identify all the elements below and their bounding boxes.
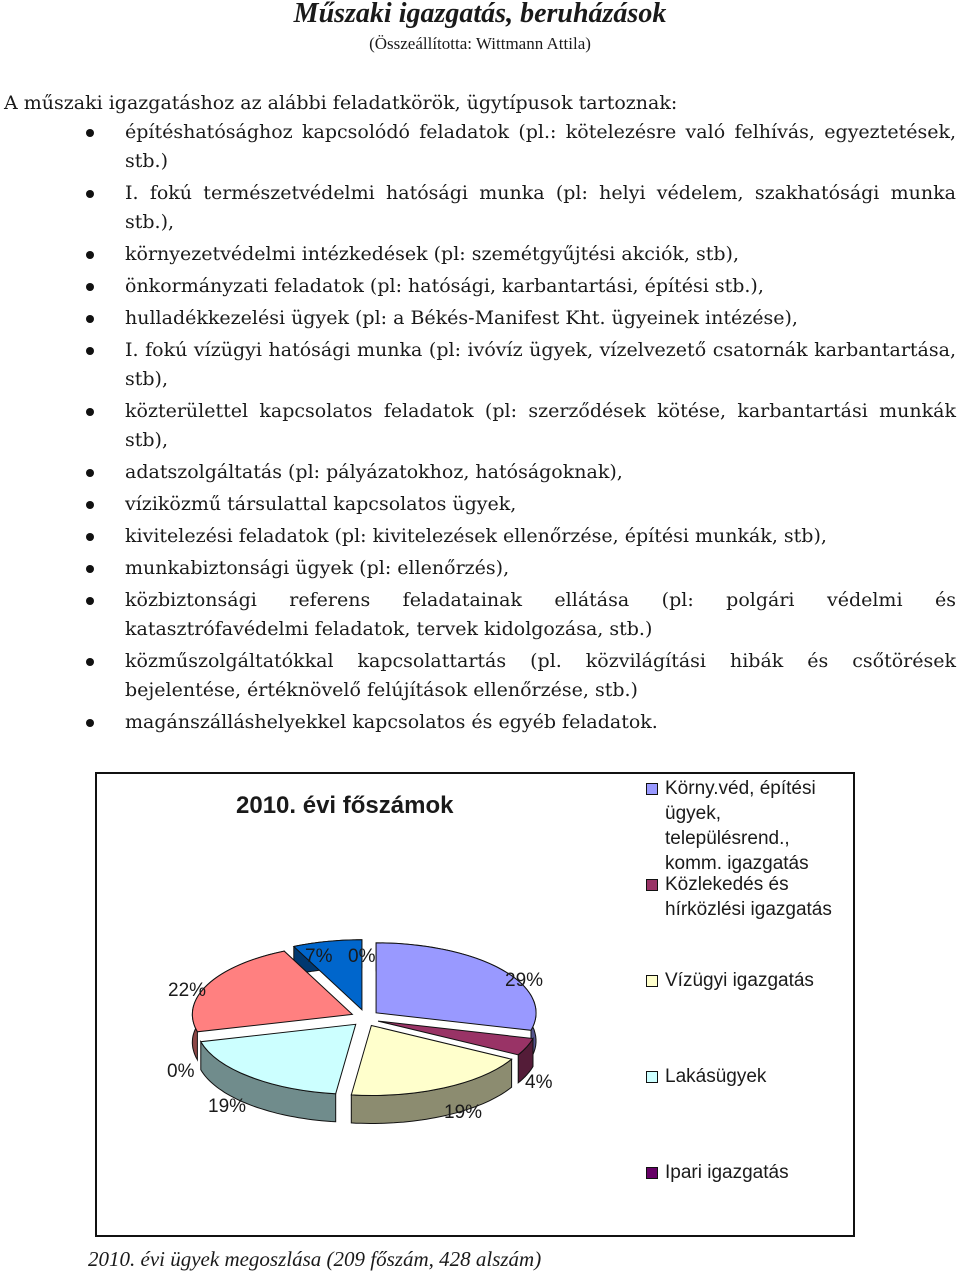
list-item-text: közterülettel kapcsolatos feladatok (pl: szerződések kötése, karbantartási munkák stb),	[125, 400, 956, 451]
legend-label: Közlekedés és hírközlési igazgatás	[665, 874, 832, 920]
legend-label: Ipari igazgatás	[665, 1162, 789, 1183]
chart-caption: 2010. évi ügyek megoszlása (209 főszám, 428 alszám)	[88, 1247, 542, 1271]
legend-swatch	[646, 975, 658, 987]
slice-label: 4%	[525, 1072, 553, 1093]
slice-label: 0%	[348, 946, 376, 967]
legend-label: Körny.véd, építési ügyek, településrend., komm. igazgatás	[665, 778, 816, 874]
chart-title: 2010. évi főszámok	[236, 792, 454, 819]
slice-label: 19%	[208, 1096, 247, 1117]
legend-item	[640, 1160, 840, 1185]
list-item-text: építéshatósághoz kapcsolódó feladatok (pl.: kötelezésre való felhívás, egyeztetések, stb.)	[125, 121, 956, 172]
page-title: Műszaki igazgatás, beruházások	[293, 0, 667, 29]
list-item-text: magánszálláshelyekkel kapcsolatos és egyéb feladatok.	[125, 711, 658, 733]
legend-label: Lakásügyek	[665, 1066, 767, 1087]
list-item-text: hulladékkezelési ügyek (pl: a Békés-Manifest Kht. ügyeinek intézése),	[125, 307, 798, 329]
legend-swatch	[646, 783, 658, 795]
legend-swatch	[646, 879, 658, 891]
list-item-text: I. fokú vízügyi hatósági munka (pl: ivóvíz ügyek, vízelvezető csatornák karbantartása, stb),	[125, 339, 956, 390]
slice-label: 29%	[505, 970, 544, 991]
list-item-text: környezetvédelmi intézkedések (pl: szemétgyűjtési akciók, stb),	[125, 243, 740, 265]
slice-label: 0%	[167, 1061, 195, 1082]
legend-swatch	[646, 1071, 658, 1083]
list-item-text: víziközmű társulattal kapcsolatos ügyek,	[125, 493, 517, 515]
legend-item	[640, 872, 840, 922]
legend-swatch	[646, 1167, 658, 1179]
legend-label: Vízügyi igazgatás	[665, 970, 814, 991]
list-item-text: adatszolgáltatás (pl: pályázatokhoz, hatóságoknak),	[125, 461, 623, 483]
list-item-text: közműszolgáltatókkal kapcsolattartás (pl. közvilágítási hibák és csőtörések bejelentése, értéknövelő felújítások ellenőrzése, stb.)	[125, 650, 956, 701]
list-item-text: kivitelezési feladatok (pl: kivitelezések ellenőrzése, építési munkák, stb),	[125, 525, 827, 547]
list-item-text: önkormányzati feladatok (pl: hatósági, karbantartási, építési stb.),	[125, 275, 764, 297]
legend-item	[640, 968, 840, 993]
slice-label: 22%	[168, 980, 207, 1001]
legend-item	[640, 776, 840, 876]
list-item-text: munkabiztonsági ügyek (pl: ellenőrzés),	[125, 557, 510, 579]
legend-item	[640, 1064, 840, 1089]
page-subtitle: (Összeállította: Wittmann Attila)	[369, 34, 591, 53]
list-item-text: I. fokú természetvédelmi hatósági munka (pl: helyi védelem, szakhatósági munka stb.),	[125, 182, 956, 233]
list-item-text: közbiztonsági referens feladatainak ellátása (pl: polgári védelmi és katasztrófavédelmi feladatok, tervek kidolgozása, stb.)	[125, 589, 956, 640]
slice-label: 19%	[444, 1102, 483, 1123]
intro-text: A műszaki igazgatáshoz az alábbi feladatkörök, ügytípusok tartoznak:	[4, 92, 678, 114]
slice-label: 7%	[305, 946, 333, 967]
